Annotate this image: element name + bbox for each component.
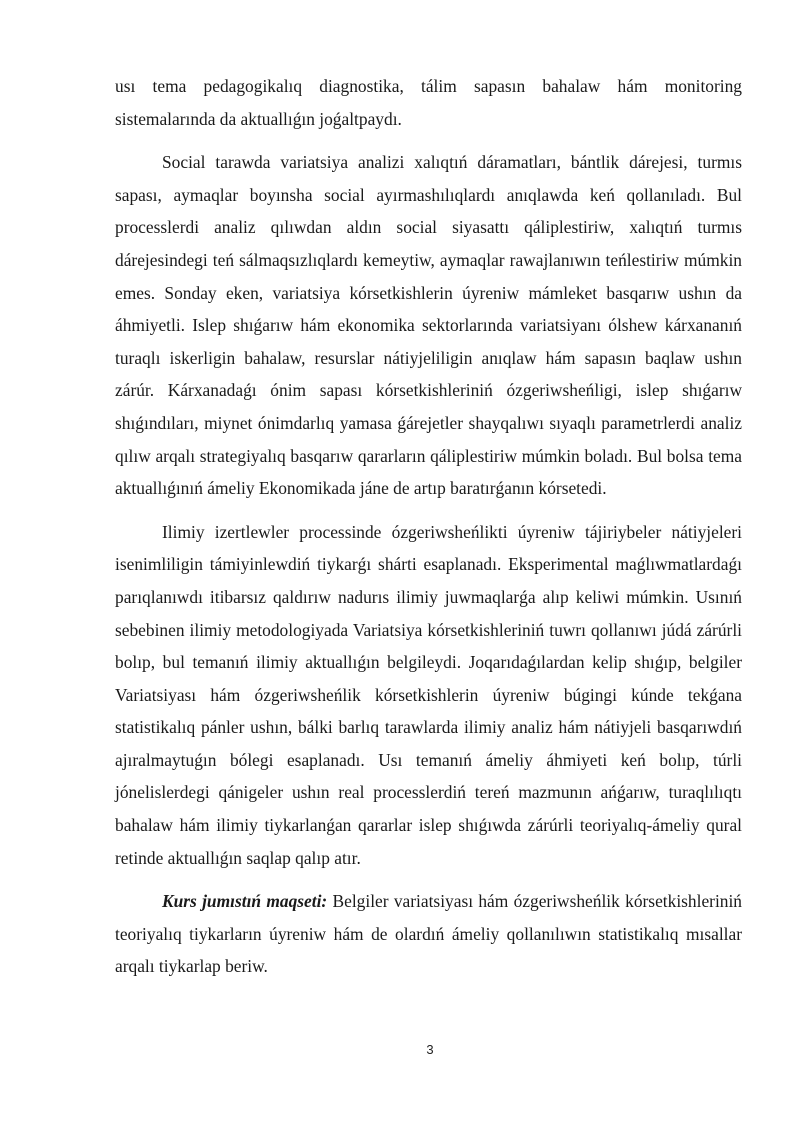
paragraph-social-sphere: Social tarawda variatsiya analizi xalıqtıń dáramatları, bántlik dárejesi, turmıs sapası, aymaqlar boyınsha social ayırmashılıqlardı anıqlawda keń qollanıladı. Bul processlerdi analiz qılıwdan aldın social siyasattı qáliplestiriw, xalıqtıń turmıs dárejesindegi teń sálmaqsızlıqlardı kemeytiw, aymaqlar rawajlanıwın teńlestiriw múmkin emes. Sonday eken, variatsiya kórsetkishlerin úyreniw mámleket basqarıw ushın da áhmiyetli. Islep shıǵarıw hám ekonomika sektorlarında variatsiyanı ólshew kárxananıń turaqlı iskerligin bahalaw, resurslar nátiyjeliligin anıqlaw hám sapasın baqlaw ushın zárúr. Kárxanadaǵı ónim sapası kórsetkishleriniń ózgeriwsheńligi, islep shıǵarıw shıǵındıları, miynet ónimdarlıq yamasa ǵárejetler shayqalıwı sıyaqlı parametrlerdi analiz qılıw arqalı strategiyalıq basqarıw qararların qáliplestiriw múmkin boladı. Bul bolsa tema aktuallıǵınıń ámeliy Ekonomikada jáne de artıp baratırǵanın kórsetedi. (115, 152, 742, 499)
paragraph-continuation: usı tema pedagogikalıq diagnostika, tálim sapasın bahalaw hám monitoring sistemalarında da aktuallıǵın joǵaltpaydı. (115, 76, 742, 129)
document-page (115, 70, 742, 994)
course-goal-text: Belgiler variatsiyası hám ózgeriwsheńlik kórsetkishleriniń teoriyalıq tiykarların úyreniw hám de olardıń ámeliy qollanılıwın statistikalıq mısallar arqalı tiykarlap beriw. (115, 891, 743, 977)
course-goal-label: Kurs jumıstıń maqseti: (162, 891, 328, 912)
paragraph-course-goal (115, 885, 742, 983)
paragraph-scientific-research: Ilimiy izertlewler processinde ózgeriwsheńlikti úyreniw tájiriybeler nátiyjeleri isenimliligin támiyinlewdiń tiykarǵı shárti esaplanadı. Eksperimental maǵlıwmatlardaǵı parıqlanıwdı itibarsız qaldırıw nadurıs ilimiy juwmaqlarǵa alıp keliwi múmkin. Usınıń sebebinen ilimiy metodologiyada Variatsiya kórsetkishleriniń tuwrı qollanıwı júdá zárúrli bolıp, bul temanıń ilimiy aktuallıǵın belgileydi. Joqarıdaǵılardan kelip shıǵıp, belgiler Variatsiyası hám ózgeriwsheńlik kórsetkishlerin úyreniw búgingi kúnde tekǵana statistikalıq pánler ushın, bálki barlıq tarawlarda ilimiy analiz hám nátiyjeli basqarıwdıń ajıralmaytuǵın bólegi esaplanadı. Usı temanıń ámeliy áhmiyeti keń bolıp, túrli jónelislerdegi qánigeler ushın real processlerdiń tereń mazmunın ańǵarıw, turaqlılıqtı bahalaw hám ilimiy tiykarlanǵan qararlar islep shıǵıwda zárúrli teoriyalıq-ámeliy qural retinde aktuallıǵın saqlap qalıp atır. (115, 521, 742, 868)
page-number: 3 (426, 1042, 434, 1057)
